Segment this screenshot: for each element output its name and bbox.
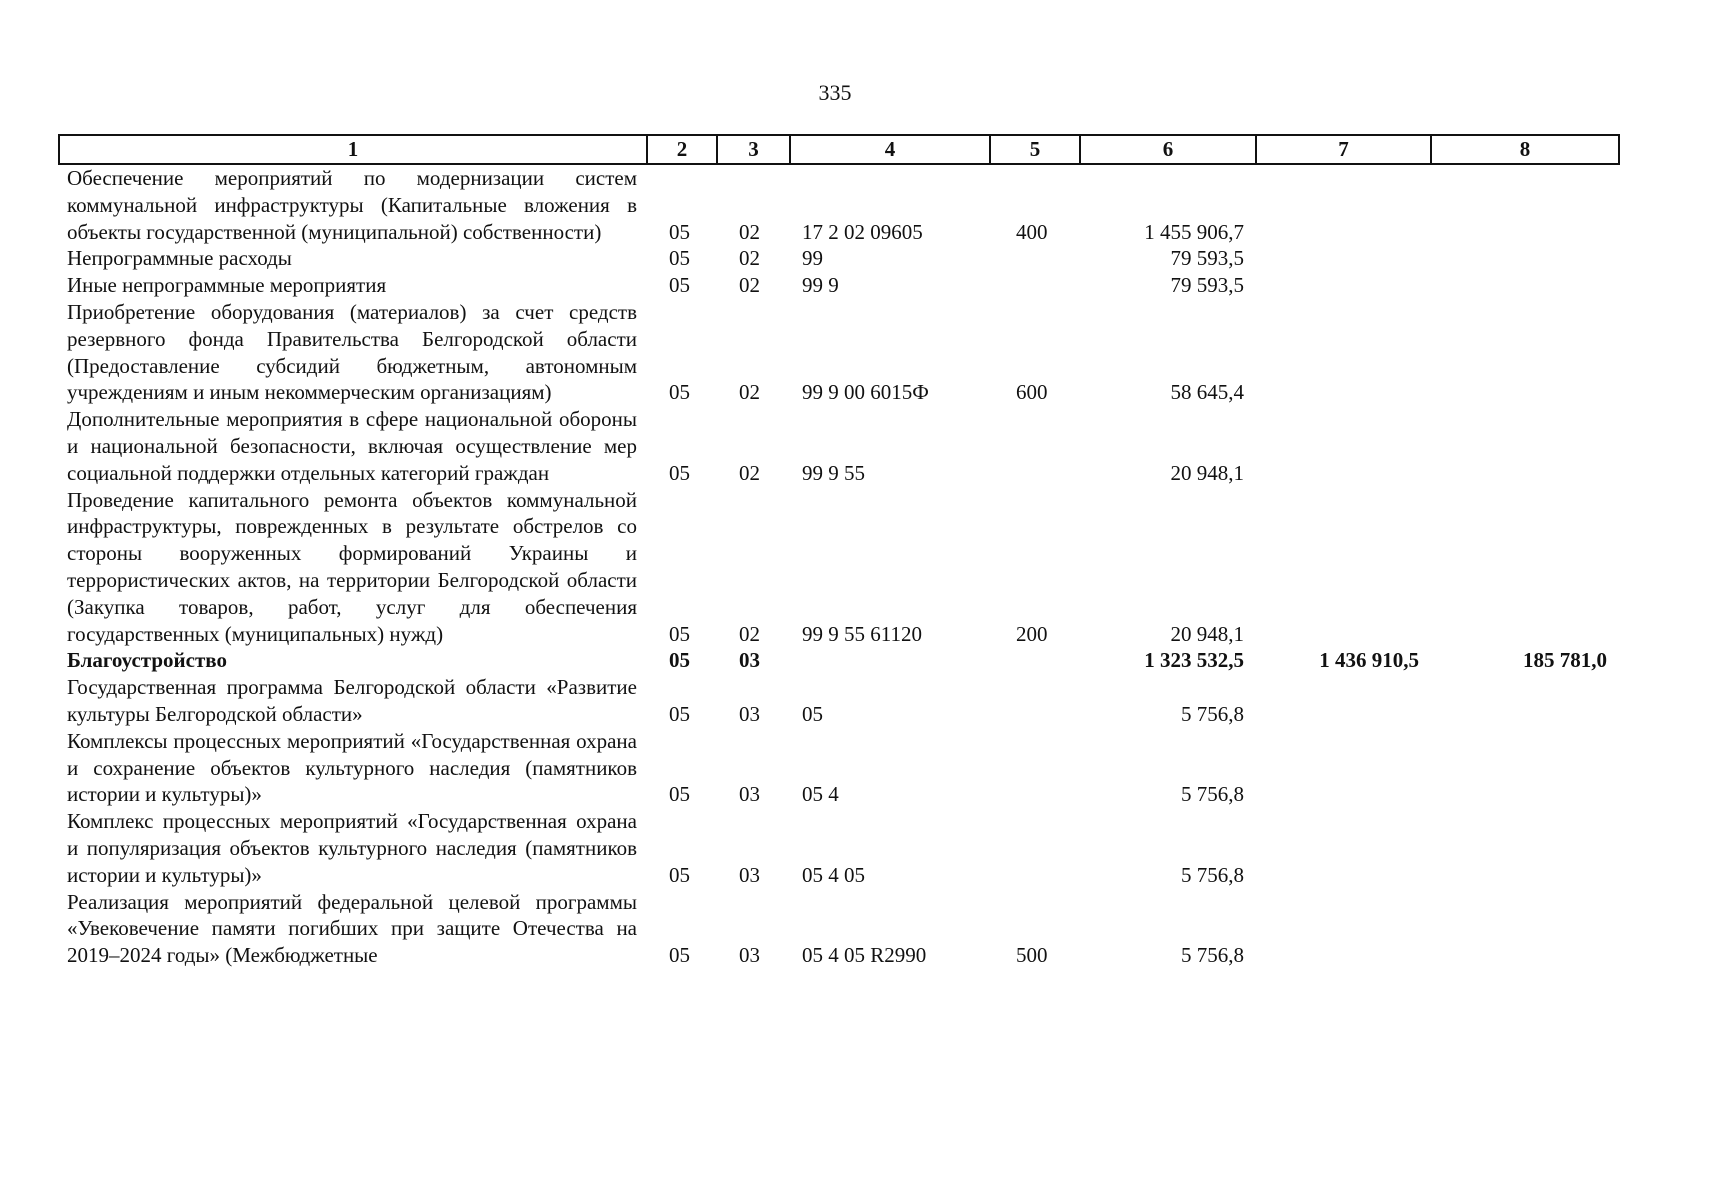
row-name-cell: Реализация мероприятий федеральной целевой программы «Увековечение памяти погибших при защите Отечества на 2019–2024 годы» (Межбюджетные	[67, 889, 637, 968]
table-row	[59, 299, 1619, 406]
budget-table	[58, 134, 1620, 969]
row-amount-1-cell: 58 645,4	[1170, 380, 1244, 405]
row-subsection-cell: 03	[739, 782, 760, 807]
row-amount-1-cell: 20 948,1	[1170, 621, 1244, 646]
row-expense-type-cell: 500	[1016, 943, 1048, 968]
row-target-article-cell	[790, 647, 990, 674]
row-name-cell: Дополнительные мероприятия в сфере национальной обороны и национальной безопасности, включая осуществление мер социальной поддержки отдельных категорий граждан	[67, 407, 637, 485]
row-section-cell: 05	[669, 648, 690, 673]
row-section-cell: 05	[669, 246, 690, 271]
row-amount-1-cell: 5 756,8	[1181, 701, 1244, 726]
row-section-cell: 05	[669, 701, 690, 726]
header-col-4: 4	[790, 135, 990, 164]
row-amount-1-cell: 1 323 532,5	[1144, 648, 1244, 673]
row-amount-3-cell	[1431, 406, 1619, 486]
row-amount-3-cell	[1431, 889, 1619, 969]
row-name-cell: Непрограммные расходы	[67, 246, 292, 271]
row-name-cell: Благоустройство	[67, 648, 227, 673]
row-expense-type-cell: 600	[1016, 380, 1048, 405]
row-section-cell: 05	[669, 782, 690, 807]
row-subsection-cell: 02	[739, 246, 760, 271]
row-expense-type-cell	[990, 245, 1080, 272]
table-row	[59, 164, 1619, 245]
row-amount-2-cell	[1256, 487, 1431, 648]
table-row	[59, 487, 1619, 648]
row-section-cell: 05	[669, 273, 690, 298]
row-amount-3-cell	[1431, 272, 1619, 299]
table-row	[59, 647, 1619, 674]
row-expense-type-cell: 200	[1016, 621, 1048, 646]
row-name-cell: Комплексы процессных мероприятий «Государственная охрана и сохранение объектов культурного наследия (памятников истории и культуры)»	[67, 728, 637, 807]
header-col-7: 7	[1256, 135, 1431, 164]
row-amount-1-cell: 20 948,1	[1170, 460, 1244, 485]
table-row	[59, 728, 1619, 808]
row-expense-type-cell	[990, 272, 1080, 299]
table-row	[59, 889, 1619, 969]
table-row	[59, 674, 1619, 728]
row-target-article-cell: 99 9 00 6015Ф	[802, 380, 929, 405]
row-amount-3-cell	[1431, 674, 1619, 728]
row-expense-type-cell	[990, 674, 1080, 728]
row-amount-2-cell: 1 436 910,5	[1319, 648, 1419, 673]
header-col-1: 1	[59, 135, 647, 164]
row-section-cell: 05	[669, 380, 690, 405]
row-target-article-cell: 05 4 05	[802, 862, 865, 887]
row-subsection-cell: 02	[739, 273, 760, 298]
row-target-article-cell: 05 4 05 R2990	[802, 943, 927, 968]
row-name-cell: Иные непрограммные мероприятия	[67, 273, 387, 298]
row-subsection-cell: 02	[739, 380, 760, 405]
header-col-8: 8	[1431, 135, 1619, 164]
row-amount-3-cell: 185 781,0	[1523, 648, 1607, 673]
row-name-cell: Обеспечение мероприятий по модернизации систем коммунальной инфраструктуры (Капитальные вложения в объекты государственной (муниципальной) собственности)	[67, 166, 637, 244]
row-name-cell: Комплекс процессных мероприятий «Государственная охрана и популяризация объектов культурного наследия (памятников истории и культуры)»	[67, 809, 637, 887]
row-amount-3-cell	[1431, 808, 1619, 888]
row-amount-3-cell	[1431, 164, 1619, 245]
row-name-cell: Государственная программа Белгородской области «Развитие культуры Белгородской области»	[67, 675, 637, 726]
row-section-cell: 05	[669, 460, 690, 485]
row-amount-2-cell	[1256, 164, 1431, 245]
row-subsection-cell: 02	[739, 219, 760, 244]
row-amount-3-cell	[1431, 728, 1619, 808]
row-subsection-cell: 02	[739, 460, 760, 485]
row-subsection-cell: 03	[739, 648, 760, 673]
row-amount-3-cell	[1431, 299, 1619, 406]
row-section-cell: 05	[669, 219, 690, 244]
header-col-6: 6	[1080, 135, 1256, 164]
row-amount-2-cell	[1256, 808, 1431, 888]
row-target-article-cell: 05 4	[802, 782, 839, 807]
header-col-2: 2	[647, 135, 717, 164]
table-row	[59, 808, 1619, 888]
row-section-cell: 05	[669, 943, 690, 968]
row-amount-1-cell: 79 593,5	[1170, 273, 1244, 298]
table-header-row	[59, 135, 1619, 164]
row-target-article-cell: 05	[802, 701, 823, 726]
row-amount-1-cell: 5 756,8	[1181, 862, 1244, 887]
row-amount-2-cell	[1256, 245, 1431, 272]
table-row	[59, 245, 1619, 272]
row-subsection-cell: 02	[739, 621, 760, 646]
row-amount-2-cell	[1256, 406, 1431, 486]
header-col-5: 5	[990, 135, 1080, 164]
row-expense-type-cell	[990, 647, 1080, 674]
row-subsection-cell: 03	[739, 943, 760, 968]
row-amount-2-cell	[1256, 674, 1431, 728]
row-expense-type-cell	[990, 808, 1080, 888]
row-subsection-cell: 03	[739, 701, 760, 726]
row-name-cell: Проведение капитального ремонта объектов коммунальной инфраструктуры, поврежденных в результате обстрелов со стороны вооруженных формирований Украины и террористических актов, на территории Белгородской области (Закупка товаров, работ, услуг для обеспечения государственных (муниципальных) нужд)	[67, 487, 637, 646]
row-name-cell: Приобретение оборудования (материалов) за счет средств резервного фонда Правительства Белгородской области (Предоставление субсидий бюджетным, автономным учреждениям и иным некоммерческим организациям)	[67, 299, 637, 405]
row-target-article-cell: 99 9 55 61120	[802, 621, 922, 646]
row-amount-2-cell	[1256, 889, 1431, 969]
row-section-cell: 05	[669, 621, 690, 646]
row-subsection-cell: 03	[739, 862, 760, 887]
page-number: 335	[818, 80, 852, 105]
row-amount-2-cell	[1256, 299, 1431, 406]
row-expense-type-cell: 400	[1016, 219, 1048, 244]
table-row	[59, 406, 1619, 486]
row-target-article-cell: 99 9	[802, 273, 839, 298]
row-amount-3-cell	[1431, 245, 1619, 272]
row-target-article-cell: 17 2 02 09605	[802, 219, 923, 244]
table-body	[59, 164, 1619, 969]
row-amount-1-cell: 5 756,8	[1181, 943, 1244, 968]
row-target-article-cell: 99	[802, 246, 823, 271]
row-expense-type-cell	[990, 728, 1080, 808]
table-row	[59, 272, 1619, 299]
row-expense-type-cell	[990, 406, 1080, 486]
row-amount-3-cell	[1431, 487, 1619, 648]
row-target-article-cell: 99 9 55	[802, 460, 865, 485]
row-section-cell: 05	[669, 862, 690, 887]
row-amount-1-cell: 5 756,8	[1181, 782, 1244, 807]
row-amount-1-cell: 1 455 906,7	[1144, 219, 1244, 244]
row-amount-2-cell	[1256, 728, 1431, 808]
header-col-3: 3	[717, 135, 790, 164]
row-amount-2-cell	[1256, 272, 1431, 299]
row-amount-1-cell: 79 593,5	[1170, 246, 1244, 271]
